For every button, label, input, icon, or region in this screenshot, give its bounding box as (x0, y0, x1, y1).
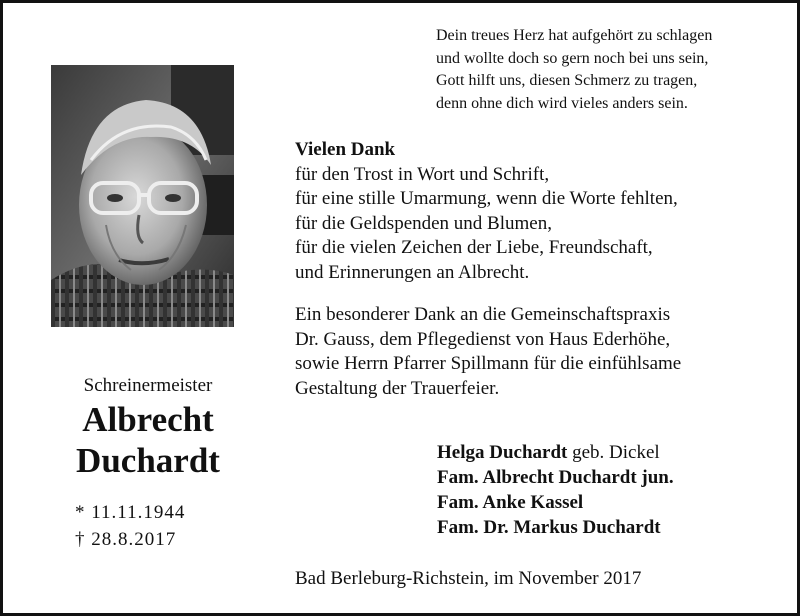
signer-family: Fam. Albrecht Duchardt jun. (437, 467, 674, 488)
special-thanks-line: Gestaltung der Trauerfeier. (295, 377, 500, 399)
occupation: Schreinermeister (83, 375, 213, 396)
poem-line: und wollte doch so gern noch bei uns sein, (436, 49, 709, 67)
deceased-name-block (23, 373, 273, 481)
special-thanks-line: Dr. Gauss, dem Pflegedienst von Haus Ederhöhe, (295, 328, 671, 350)
poem-line: Dein treues Herz hat aufgehört zu schlagen (436, 27, 713, 44)
last-name: Duchardt (76, 441, 220, 480)
signer-maiden-name: geb. Dickel (567, 442, 660, 463)
signer-primary (437, 440, 674, 465)
special-thanks-line: Ein besonderer Dank an die Gemeinschaftspraxis (295, 304, 671, 325)
poem-line: Gott hilft uns, diesen Schmerz zu tragen, (436, 72, 698, 89)
poem (436, 25, 776, 115)
place-date: Bad Berleburg-Richstein, im November 2017 (295, 568, 642, 589)
signer-family: Fam. Anke Kassel (437, 492, 584, 513)
signer-family: Fam. Dr. Markus Duchardt (437, 517, 661, 538)
death-date: † 28.8.2017 (75, 529, 177, 550)
first-name: Albrecht (82, 400, 214, 439)
birth-date: * 11.11.1944 (75, 502, 186, 523)
special-thanks-line: sowie Herrn Pfarrer Spillmann für die einfühlsame (295, 353, 682, 374)
thanks-section (295, 138, 785, 285)
poem-line: denn ohne dich wird vieles anders sein. (436, 94, 688, 112)
signer-name: Helga Duchardt (437, 442, 568, 463)
portrait-photo (51, 65, 234, 327)
thanks-line: für die Geldspenden und Blumen, (295, 212, 552, 234)
thanks-title: Vielen Dank (295, 139, 396, 160)
life-dates (75, 499, 185, 553)
signers (437, 440, 674, 540)
portrait-image (51, 65, 234, 327)
thanks-line: für die vielen Zeichen der Liebe, Freundschaft, (295, 237, 653, 258)
special-thanks (295, 303, 785, 401)
thanks-line: für eine stille Umarmung, wenn die Worte fehlten, (295, 188, 678, 209)
thanks-line: und Erinnerungen an Albrecht. (295, 261, 530, 283)
thanks-line: für den Trost in Wort und Schrift, (295, 163, 550, 185)
